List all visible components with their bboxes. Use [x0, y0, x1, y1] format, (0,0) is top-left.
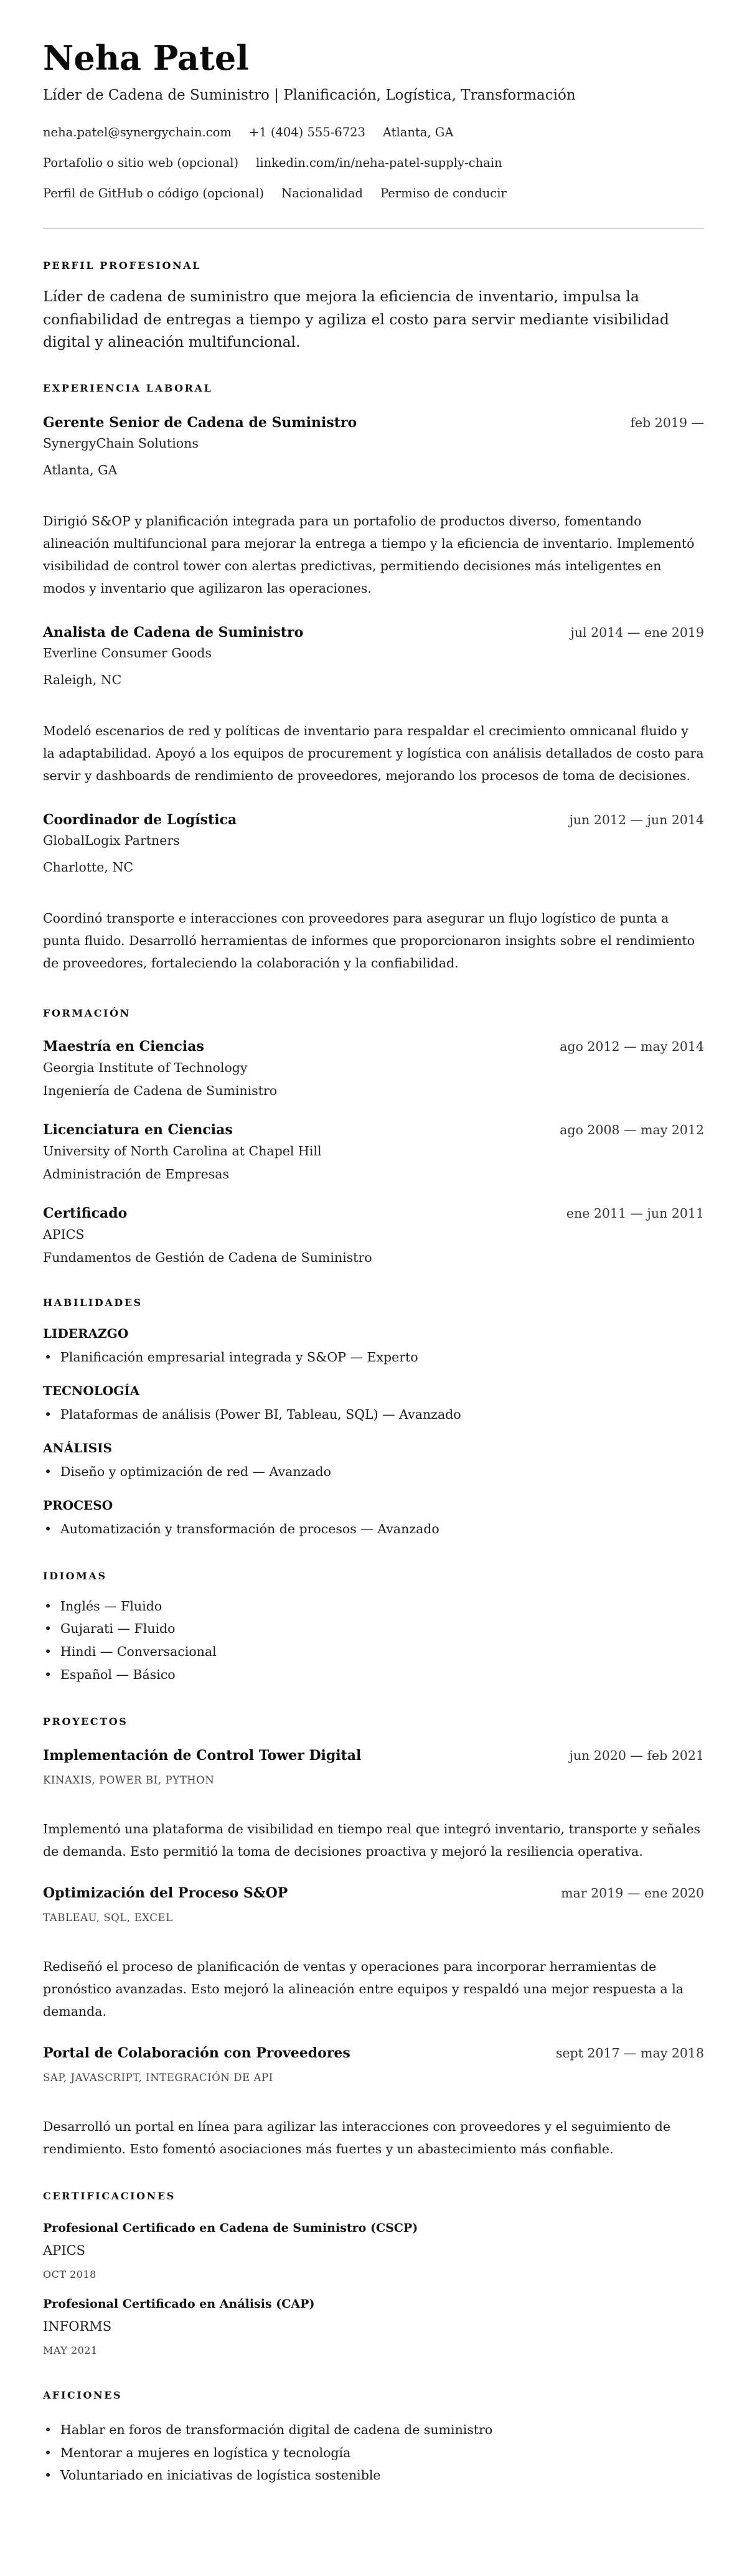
certification-issuer: INFORMS — [43, 2319, 112, 2334]
skills-list — [43, 1325, 704, 1538]
project-dates: mar 2019 — ene 2020 — [561, 1886, 704, 1901]
language-item — [43, 1640, 704, 1663]
project-title: Implementación de Control Tower Digital — [43, 1747, 362, 1764]
contact-item: Atlanta, GA — [382, 125, 454, 139]
section-heading-education: FORMACIÓN — [43, 1007, 131, 1019]
school-name: APICS — [43, 1226, 85, 1242]
skill-items — [43, 1405, 704, 1424]
job-dates: feb 2019 — — [630, 415, 704, 430]
contact-item: neha.patel@synergychain.com — [43, 125, 232, 139]
contact-row — [43, 123, 704, 142]
certification-title: Profesional Certificado en Análisis (CAP) — [43, 2297, 315, 2311]
job-description: Coordinó transporte e interacciones con proveedores para asegurar un flujo logístico de punta a punta fluido. Desarrolló herramientas de informes que proporcionaron insights sobre el rendimiento de proveedores, fortaleciendo la colaboración y la confiabilidad. — [43, 910, 695, 971]
bullet-icon: • — [44, 2422, 52, 2438]
job-title: Coordinador de Logística — [43, 811, 237, 828]
skill-item-text: Automatización y transformación de procesos — Avanzado — [60, 1521, 439, 1536]
bullet-icon: • — [44, 1621, 52, 1637]
contact-item: Permiso de conducir — [380, 186, 507, 200]
project-header — [43, 2044, 704, 2062]
project-dates: jun 2020 — feb 2021 — [569, 1748, 704, 1764]
languages-list — [43, 1595, 704, 1686]
skill-item — [43, 1520, 704, 1538]
contact-item: Nacionalidad — [281, 186, 364, 200]
job-dates: jun 2012 — jun 2014 — [569, 812, 704, 827]
project-description: Desarrolló un portal en línea para agilizar las interacciones con proveedores y el seguimiento de rendimiento. Esto fomentó asociaciones más fuertes y un abastecimiento más confiable. — [43, 2119, 671, 2157]
company-name: SynergyChain Solutions — [43, 435, 199, 451]
language-item-text: Inglés — Fluido — [60, 1598, 162, 1614]
job-location: Charlotte, NC — [43, 859, 134, 875]
contact-row — [43, 154, 704, 172]
skill-category: PROCESO — [43, 1497, 113, 1513]
section-heading-skills: HABILIDADES — [43, 1296, 143, 1309]
hobby-item-text: Voluntariado en iniciativas de logística sostenible — [60, 2468, 381, 2483]
candidate-name: Neha Patel — [43, 38, 249, 78]
headline: Líder de Cadena de Suministro | Planificación, Logística, Transformación — [43, 87, 576, 103]
job-description: Modeló escenarios de red y políticas de inventario para respaldar el crecimiento omnicanal fluido y la adaptabilidad. Apoyó a los equipos de procurement y logística con análisis detallados de costo para servir y dashboards de rendimiento de proveedores, mejorando los procesos de toma de decisiones. — [43, 723, 704, 783]
field-of-study: Ingeniería de Cadena de Suministro — [43, 1083, 278, 1098]
bullet-icon: • — [44, 2468, 52, 2483]
school-name: University of North Carolina at Chapel Hill — [43, 1143, 322, 1159]
skill-item — [43, 1462, 704, 1481]
skill-items — [43, 1462, 704, 1481]
project-entry — [43, 1884, 704, 2023]
project-entry — [43, 1746, 704, 1863]
contact-item: Portafolio o sitio web (opcional) — [43, 156, 239, 170]
header-divider — [43, 228, 704, 229]
education-dates: ene 2011 — jun 2011 — [566, 1205, 704, 1221]
project-tags: KINAXIS, POWER BI, PYTHON — [43, 1774, 215, 1787]
job-entry — [43, 811, 704, 974]
contact-item: +1 (404) 555-6723 — [248, 125, 365, 139]
skill-category: ANÁLISIS — [43, 1440, 112, 1455]
education-header — [43, 1037, 704, 1056]
section-heading-projects: PROYECTOS — [43, 1716, 128, 1728]
experience-list — [43, 413, 704, 974]
bullet-icon: • — [44, 2445, 52, 2460]
certification-date: MAY 2021 — [43, 2344, 98, 2357]
bullet-icon: • — [44, 1349, 52, 1365]
education-dates: ago 2012 — may 2014 — [560, 1038, 704, 1054]
project-title: Optimización del Proceso S&OP — [43, 1885, 288, 1902]
contact-item: Perfil de GitHub o código (opcional) — [43, 186, 265, 200]
bullet-icon: • — [44, 1598, 52, 1614]
language-item-text: Gujarati — Fluido — [60, 1621, 176, 1637]
language-item-text: Español — Básico — [60, 1666, 176, 1682]
project-dates: sept 2017 — may 2018 — [555, 2046, 704, 2061]
bullet-icon: • — [44, 1406, 52, 1422]
job-title: Gerente Senior de Cadena de Suministro — [43, 414, 357, 431]
hobby-item-text: Mentorar a mujeres en logística y tecnología — [60, 2445, 351, 2460]
skill-category: LIDERAZGO — [43, 1325, 129, 1341]
project-title: Portal de Colaboración con Proveedores — [43, 2045, 350, 2062]
projects-list — [43, 1746, 704, 2160]
language-item — [43, 1595, 704, 1618]
skill-item-text: Plataformas de análisis (Power BI, Tableau, SQL) — Avanzado — [60, 1406, 461, 1422]
degree: Maestría en Ciencias — [43, 1038, 204, 1055]
education-list — [43, 1037, 704, 1267]
certification-title: Profesional Certificado en Cadena de Suministro (CSCP) — [43, 2221, 418, 2235]
contact-row — [43, 184, 704, 203]
job-title: Analista de Cadena de Suministro — [43, 624, 304, 641]
hobbies-list — [43, 2419, 704, 2487]
contact-info — [43, 123, 704, 203]
skill-category: TECNOLOGÍA — [43, 1383, 140, 1398]
skill-item-text: Planificación empresarial integrada y S&OP — Experto — [60, 1349, 418, 1365]
section-heading-experience: EXPERIENCIA LABORAL — [43, 382, 213, 394]
bullet-icon: • — [44, 1521, 52, 1536]
company-name: Everline Consumer Goods — [43, 645, 212, 660]
language-item — [43, 1663, 704, 1686]
section-heading-certifications: CERTIFICACIONES — [43, 2190, 176, 2202]
degree: Certificado — [43, 1205, 128, 1221]
field-of-study: Fundamentos de Gestión de Cadena de Suministro — [43, 1249, 372, 1265]
summary-text: Líder de cadena de suministro que mejora la eficiencia de inventario, impulsa la confiabilidad de entregas a tiempo y agiliza el costo para servir mediante visibilidad digital y alineación multifuncional. — [43, 288, 669, 350]
bullet-icon: • — [44, 1643, 52, 1659]
job-location: Atlanta, GA — [43, 462, 118, 477]
education-entry — [43, 1121, 704, 1183]
certification-date: OCT 2018 — [43, 2268, 96, 2281]
job-header — [43, 413, 704, 432]
hobby-item — [43, 2464, 704, 2487]
education-header — [43, 1204, 704, 1223]
bullet-icon: • — [44, 1666, 52, 1682]
company-name: GlobalLogix Partners — [43, 832, 180, 848]
language-item — [43, 1617, 704, 1640]
job-entry — [43, 623, 704, 787]
certification-entry — [43, 2220, 704, 2282]
job-entry — [43, 413, 704, 599]
skill-items — [43, 1348, 704, 1366]
field-of-study: Administración de Empresas — [43, 1166, 230, 1182]
education-header — [43, 1121, 704, 1139]
certification-entry — [43, 2296, 704, 2357]
skill-items — [43, 1520, 704, 1538]
section-heading-languages: IDIOMAS — [43, 1569, 107, 1582]
hobby-item — [43, 2419, 704, 2442]
degree: Licenciatura en Ciencias — [43, 1121, 233, 1138]
certifications-list — [43, 2220, 704, 2357]
project-header — [43, 1884, 704, 1902]
skill-item — [43, 1348, 704, 1366]
contact-item: linkedin.com/in/neha-patel-supply-chain — [256, 156, 502, 170]
certification-issuer: APICS — [43, 2243, 86, 2259]
project-entry — [43, 2044, 704, 2160]
job-location: Raleigh, NC — [43, 672, 122, 687]
hobby-item — [43, 2442, 704, 2465]
project-tags: SAP, JAVASCRIPT, INTEGRACIÓN DE API — [43, 2072, 273, 2084]
bullet-icon: • — [44, 1464, 52, 1479]
project-header — [43, 1746, 704, 1765]
skill-item — [43, 1405, 704, 1424]
job-header — [43, 811, 704, 829]
job-dates: jul 2014 — ene 2019 — [570, 624, 704, 640]
project-description: Implementó una plataforma de visibilidad en tiempo real que integró inventario, transporte y señales de demanda. Esto permitió la toma de decisiones proactiva y mejoró la resiliencia operativa. — [43, 1822, 701, 1859]
education-entry — [43, 1204, 704, 1267]
project-tags: TABLEAU, SQL, EXCEL — [43, 1912, 173, 1924]
section-heading-hobbies: AFICIONES — [43, 2389, 123, 2402]
education-dates: ago 2008 — may 2012 — [560, 1122, 704, 1137]
hobby-item-text: Hablar en foros de transformación digital de cadena de suministro — [60, 2422, 493, 2438]
section-heading-summary: PERFIL PROFESIONAL — [43, 260, 202, 271]
language-item-text: Hindi — Conversacional — [60, 1643, 217, 1659]
skill-item-text: Diseño y optimización de red — Avanzado — [60, 1464, 332, 1479]
school-name: Georgia Institute of Technology — [43, 1060, 248, 1075]
education-entry — [43, 1037, 704, 1100]
project-description: Rediseñó el proceso de planificación de ventas y operaciones para incorporar herramientas de pronóstico avanzadas. Esto mejoró la alineación entre equipos y respaldó una mejor respuesta a la demanda. — [43, 1959, 684, 2019]
job-description: Dirigió S&OP y planificación integrada para un portafolio de productos diverso, fomentando alineación multifuncional para mejorar la entrega a tiempo y la eficiencia de inventario. Implementó visibilidad de control tower con alertas predictivas, permitiendo decisiones más inteligentes en modos y inventario que agilizaron las operaciones. — [43, 513, 695, 596]
job-header — [43, 623, 704, 642]
